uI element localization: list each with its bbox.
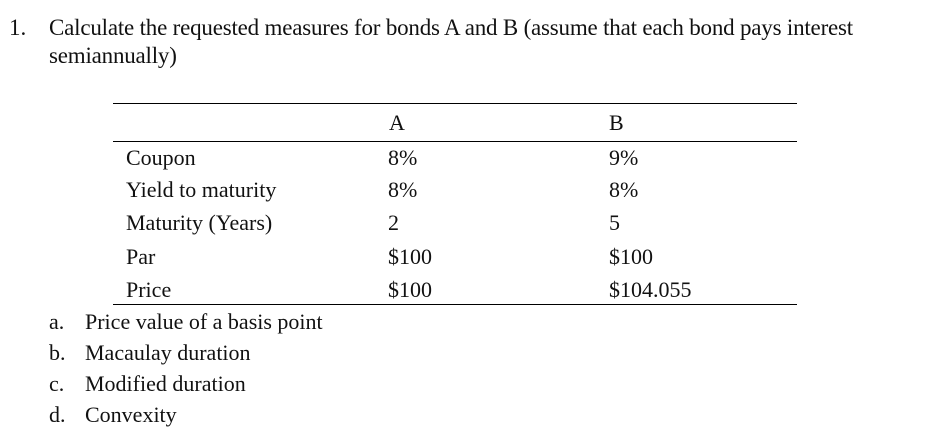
table-top-rule bbox=[113, 103, 797, 104]
row-label: Maturity (Years) bbox=[126, 210, 273, 235]
list-item bbox=[49, 371, 246, 397]
item-text: Modified duration bbox=[85, 371, 246, 396]
cell-a: 8% bbox=[388, 177, 418, 202]
item-letter: c. bbox=[49, 371, 65, 396]
cell-b: 9% bbox=[609, 145, 639, 170]
item-letter: a. bbox=[49, 309, 65, 334]
item-text: Macaulay duration bbox=[85, 340, 251, 365]
cell-b: $104.055 bbox=[609, 277, 692, 302]
cell-a: 8% bbox=[388, 145, 418, 170]
list-item bbox=[49, 309, 323, 335]
row-label: Yield to maturity bbox=[126, 177, 277, 202]
item-text: Price value of a basis point bbox=[85, 309, 323, 334]
cell-a: 2 bbox=[388, 210, 399, 235]
cell-b: 8% bbox=[609, 177, 639, 202]
question-number: 1. bbox=[9, 15, 27, 40]
cell-a: $100 bbox=[388, 277, 432, 302]
item-letter: d. bbox=[49, 402, 66, 427]
item-text: Convexity bbox=[85, 402, 177, 427]
table-header-rule bbox=[113, 141, 797, 142]
list-item bbox=[49, 340, 251, 366]
row-label: Price bbox=[126, 277, 172, 302]
list-item bbox=[49, 402, 177, 428]
item-letter: b. bbox=[49, 340, 66, 365]
column-header-a: A bbox=[389, 110, 405, 135]
cell-b: 5 bbox=[609, 210, 620, 235]
column-header-b: B bbox=[609, 110, 624, 135]
question-text: Calculate the requested measures for bonds A and B (assume that each bond pays interest semiannually) bbox=[49, 15, 853, 68]
row-label: Par bbox=[126, 244, 156, 269]
row-label: Coupon bbox=[126, 145, 196, 170]
cell-b: $100 bbox=[609, 244, 653, 269]
table-bottom-rule bbox=[113, 304, 797, 305]
cell-a: $100 bbox=[388, 244, 432, 269]
